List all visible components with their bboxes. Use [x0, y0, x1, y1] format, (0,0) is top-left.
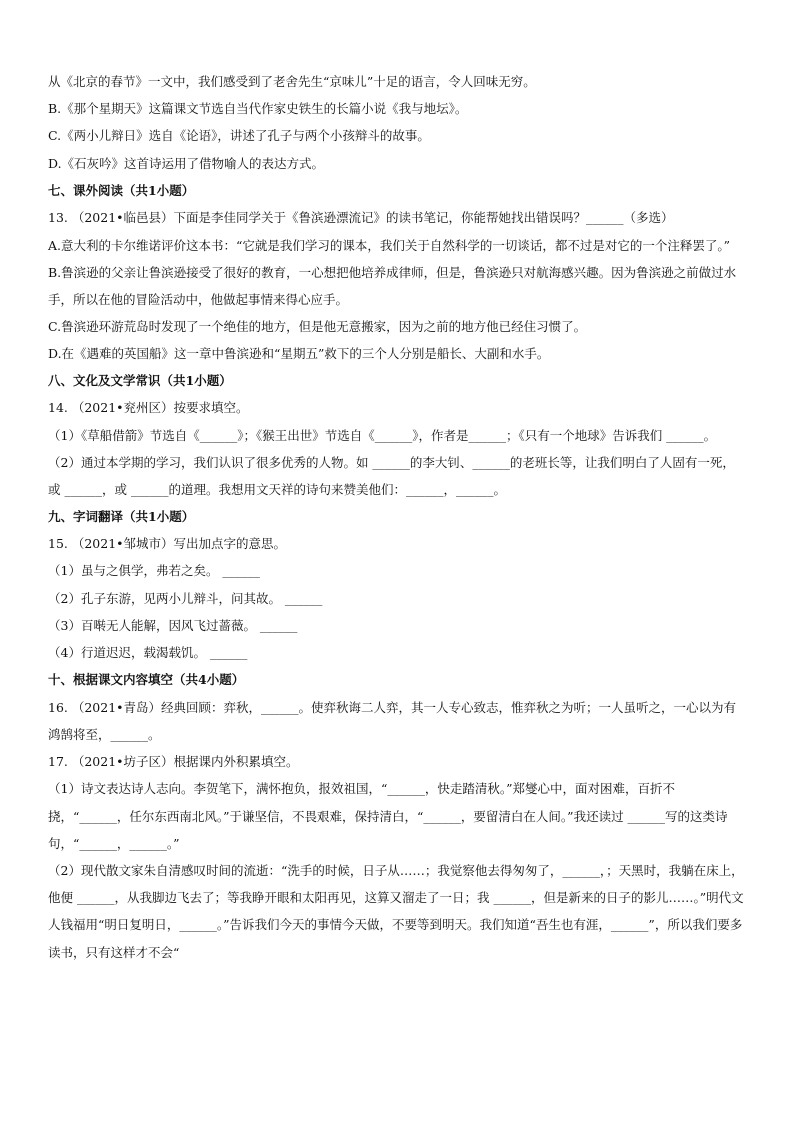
- q17-part-1: （1）诗文表达诗人志向。李贺笔下，满怀抱负，报效祖国，“______，快走踏清秋。”郑燮心中，面对困难，百折不挠，“______，任尔东西南北风。”于谦坚信，不畏艰难，保持清白，“______，要留清白在人间。”我还读过 ______写的这类诗句，“______，______。”: [48, 781, 728, 851]
- section-heading-7: 七、课外阅读（共1小题）: [48, 182, 195, 198]
- question-17: 17. （2021•坊子区）根据课内外积累填空。: [48, 753, 299, 769]
- q14-part-1: （1）《草船借箭》节选自《______》；《猴王出世》节选自《______》，作者是______；《只有一个地球》告诉我们 ______。: [48, 427, 717, 443]
- section-heading-10: 十、根据课文内容填空（共4小题）: [48, 672, 245, 688]
- text-line: 从《北京的春节》一文中，我们感受到了老舍先生“京味儿”十足的语言，令人回味无穷。: [48, 74, 536, 89]
- q13-option-c: C.鲁滨逊环游荒岛时发现了一个绝佳的地方，但是他无意搬家，因为之前的地方他已经住习惯了。: [48, 318, 587, 334]
- question-16: 16. （2021•青岛）经典回顾：弈秋，______。使弈秋诲二人弈，其一人专心致志，惟弈秋之为听；一人虽听之，一心以为有鸿鹄将至，______。: [48, 699, 737, 743]
- question-13: 13. （2021•临邑县）下面是李佳同学关于《鲁滨逊漂流记》的读书笔记，你能帮她找出错误吗？______（多选）: [48, 210, 674, 226]
- question-14: 14. （2021•兖州区）按要求填空。: [48, 400, 249, 416]
- option-b: B.《那个星期天》这篇课文节选自当代作家史铁生的长篇小说《我与地坛》。: [48, 101, 468, 117]
- q15-item-1: （1）虽与之俱学，弗若之矣。 ______: [48, 563, 260, 579]
- q13-option-d: D.在《遇难的英国船》这一章中鲁滨逊和“星期五”救下的三个人分别是船长、大副和水手。: [48, 345, 550, 361]
- section-heading-8: 八、文化及文学常识（共1小题）: [48, 373, 232, 389]
- q17-part-2: （2）现代散文家朱自清感叹时间的流逝：“洗手的时候，日子从……；我觉察他去得匆匆了，______，；天黑时，我躺在床上，他便 ______，从我脚边飞去了；等我睁开眼和太阳再见，这算又溜走了一日；我 ______，但是新来的日子的影儿……。”明代文人钱福用“明日复明日，______。”告诉我们今天的事情今天做，不要等到明天。我们知道“吾生也有涯，______”，所以我们要多读书，只有这样才不会“: [48, 863, 744, 960]
- q13-option-a: A.意大利的卡尔维诺评价这本书：“它就是我们学习的课本，我们关于自然科学的一切谈话，都不过是对它的一个注释罢了。”: [48, 237, 731, 253]
- q14-part-2: （2）通过本学期的学习，我们认识了很多优秀的人物。如 ______的李大钊、______的老班长等，让我们明白了人固有一死，或 ______，或 ______的道理。我想用文天祥的诗句来赞美他们：______，______。: [48, 455, 735, 498]
- q15-item-4: （4）行道迟迟，载渴载饥。 ______: [48, 645, 248, 661]
- section-heading-9: 九、字词翻译（共1小题）: [48, 509, 195, 525]
- option-c: C.《两小儿辩日》选自《论语》，讲述了孔子与两个小孩辩斗的故事。: [48, 128, 430, 144]
- q15-item-2: （2）孔子东游，见两小儿辩斗，问其故。 ______: [48, 590, 323, 606]
- question-15: 15. （2021•邹城市）写出加点字的意思。: [48, 536, 287, 552]
- option-d: D.《石灰吟》这首诗运用了借物喻人的表达方式。: [48, 155, 325, 171]
- q15-item-3: （3）百啭无人能解，因风飞过蔷薇。 ______: [48, 617, 298, 633]
- q13-option-b: B.鲁滨逊的父亲让鲁滨逊接受了很好的教育，一心想把他培养成律师，但是，鲁滨逊只对航海感兴趣。因为鲁滨逊之前做过水手，所以在他的冒险活动中，他做起事情来得心应手。: [48, 264, 737, 307]
